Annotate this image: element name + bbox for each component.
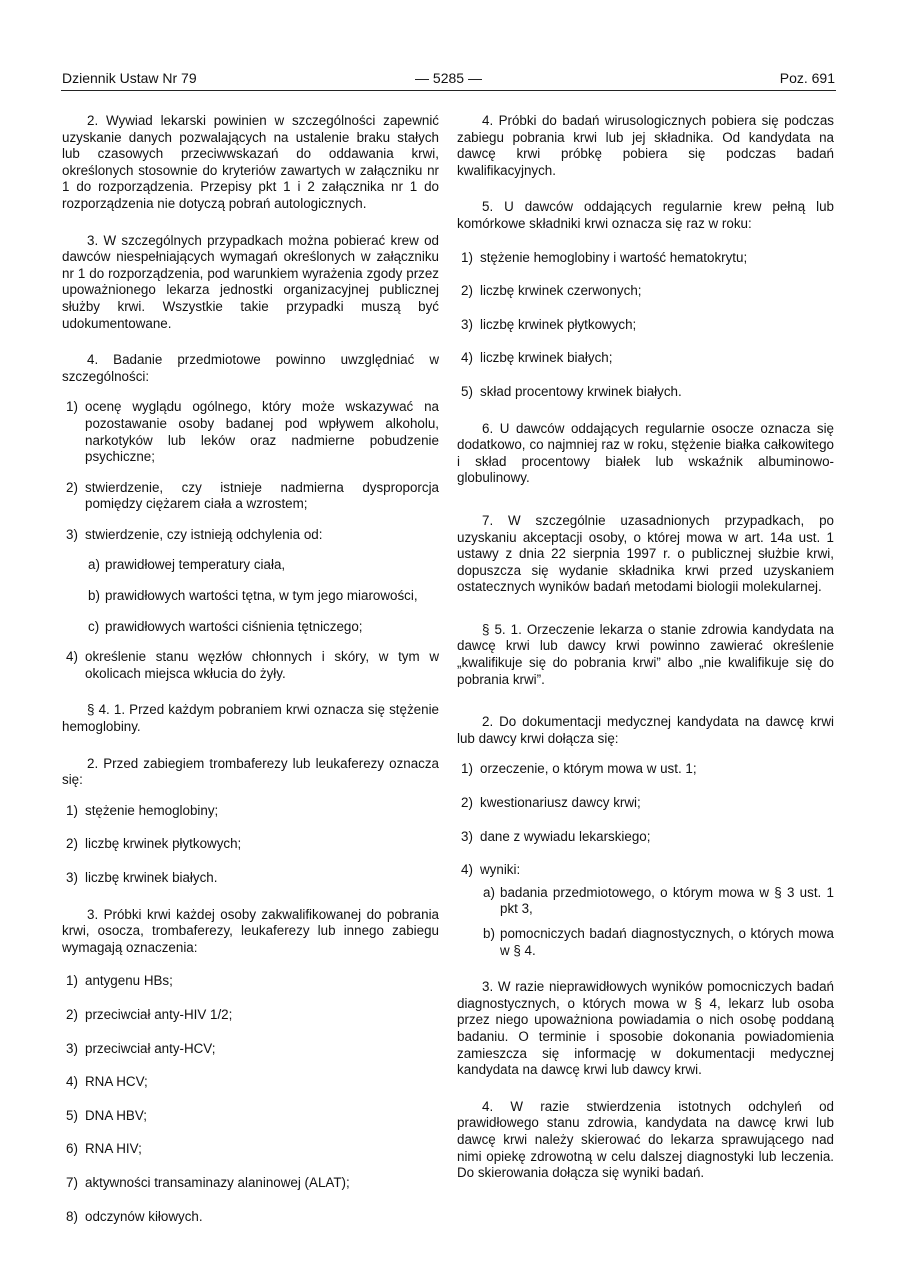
list-item: 4) wyniki:: [461, 862, 521, 878]
list-item: 4) liczbę krwinek białych;: [461, 350, 613, 366]
list-item: 3) przeciwciał anty-HCV;: [66, 1040, 216, 1056]
paragraph-5-4: 4. W razie stwierdzenia istotnych odchyleń od prawidłowego stanu zdrowia, kandydata na dawcę krwi lub dawcę krwi należy skierować do lekarza sprawującego nad nimi opiekę zdrowotną w celu dalszej diagnostyki lub leczenia. Do skierowania dołącza się wyniki badań.: [457, 1098, 834, 1181]
journal-title: Dziennik Ustaw Nr 79: [62, 70, 197, 86]
paragraph-4-7: 7. W szczególnie uzasadnionych przypadkach, po uzyskaniu akceptacji osoby, o której mowa w art. 14a ust. 1 ustawy z dnia 22 sierpnia 1997 r. o publicznej służbie krwi, dopuszcza się wydanie składnika krwi przed uzyskaniem ostatecznych wyników badań metodami biologii molekularnej.: [457, 512, 834, 595]
page-header: [62, 70, 835, 90]
list-item: 4) RNA HCV;: [66, 1074, 148, 1090]
paragraph-4-1: § 4. 1. Przed każdym pobraniem krwi oznacza się stężenie hemoglobiny.: [62, 702, 439, 735]
right-column: [457, 113, 834, 1182]
position-number: Poz. 691: [779, 70, 835, 86]
paragraph-5-1: § 5. 1. Orzeczenie lekarza o stanie zdrowia kandydata na dawcę krwi lub dawcy krwi powinno zawierać określenie „kwalifikuje się do pobrania krwi” albo „nie kwalifikuje się do pobrania krwi”.: [457, 621, 834, 687]
paragraph-4-4: 4. Próbki do badań wirusologicznych pobiera się podczas zabiegu pobrania krwi lub jej składnika. Od kandydata na dawcę krwi próbkę pobiera się podczas badań kwalifikacyjnych.: [457, 113, 834, 178]
list-item: 2) przeciwciał anty-HIV 1/2;: [66, 1006, 233, 1022]
paragraph-4-2: 2. Przed zabiegiem trombaferezy lub leukaferezy oznacza się:: [62, 755, 439, 788]
list-item: 4) określenie stanu węzłów chłonnych i skóry, w tym w okolicach miejsca wkłucia do żyły.: [66, 649, 439, 681]
list-item: 1) orzeczenie, o którym mowa w ust. 1;: [461, 761, 697, 777]
paragraph-4-6: 6. U dawców oddających regularnie osocze oznacza się dodatkowo, co najmniej raz w roku, stężenie białka całkowitego i skład procentowy białek lub wskaźnik albuminowo-globulinowy.: [457, 420, 834, 486]
paragraph-3-4: 4. Badanie przedmiotowe powinno uwzględniać w szczególności:: [62, 352, 439, 384]
sub-list-item: a) prawidłowej temperatury ciała,: [88, 557, 286, 573]
paragraph-3-3: 3. W szczególnych przypadkach można pobierać krew od dawców niespełniających wymagań określonych w załączniku nr 1 do rozporządzenia, pod warunkiem wyrażenia zgody przez upoważnionego lekarza jednostki organizacyjnej publicznej służby krwi. Wszystkie takie przypadki muszą być udokumentowane.: [62, 232, 439, 331]
sub-list-item: a) badania przedmiotowego, o którym mowa w § 3 ust. 1 pkt 3,: [483, 884, 834, 917]
list-item: 1) stężenie hemoglobiny;: [66, 802, 219, 818]
left-column: [62, 113, 439, 1225]
list-item: 5) DNA HBV;: [66, 1107, 148, 1123]
page-number: — 5285 —: [415, 70, 482, 86]
list-item: 3) liczbę krwinek białych.: [66, 870, 218, 885]
list-item: 1) ocenę wyglądu ogólnego, który może wskazywać na pozostawanie osoby badanej pod wpływem alkoholu, narkotyków lub leków oraz nadmierne pobudzenie psychiczne;: [66, 399, 439, 465]
list-item: 2) liczbę krwinek czerwonych;: [461, 283, 642, 299]
header-rule: [61, 90, 836, 91]
paragraph-5-3: 3. W razie nieprawidłowych wyników pomocniczych badań diagnostycznych, o których mowa w § 4, lekarz lub osoba przez niego upoważniona powiadamia o nich osobę poddaną badaniu. O terminie i sposobie dokonania powiadomienia zamieszcza się informację w dokumentacji medycznej kandydata na dawcę krwi lub dawcy krwi.: [457, 979, 834, 1078]
list-item: 2) liczbę krwinek płytkowych;: [66, 836, 242, 852]
list-item: 3) liczbę krwinek płytkowych;: [461, 316, 637, 332]
paragraph-3-2: 2. Wywiad lekarski powinien w szczególności zapewnić uzyskanie danych pozwalających na ustalenie braku stałych lub czasowych przeciwwskazań do oddawania krwi, określonych stosownie do kryteriów zawartych w załączniku nr 1 do rozporządzenia. Przepisy pkt 1 i 2 załącznika nr 1 do rozporządzenia nie dotyczą pobrań autologicznych.: [62, 113, 439, 211]
list-item: 5) skład procentowy krwinek białych.: [461, 383, 682, 399]
list-item: 2) stwierdzenie, czy istnieje nadmierna dysproporcja pomiędzy ciężarem ciała a wzrostem;: [66, 479, 439, 512]
list-item: 2) kwestionariusz dawcy krwi;: [461, 795, 641, 811]
paragraph-4-5: 5. U dawców oddających regularnie krew pełną lub komórkowe składniki krwi oznacza się raz w roku:: [457, 199, 834, 231]
sub-list-item: b) prawidłowych wartości tętna, w tym jego miarowości,: [88, 588, 418, 604]
list-item: 8) odczynów kiłowych.: [66, 1208, 203, 1224]
list-item: 3) dane z wywiadu lekarskiego;: [461, 828, 651, 844]
list-item: 6) RNA HIV;: [66, 1141, 142, 1157]
paragraph-5-2: 2. Do dokumentacji medycznej kandydata na dawcę krwi lub dawcy krwi dołącza się:: [457, 714, 834, 746]
list-item: 7) aktywności transaminazy alaninowej (ALAT);: [66, 1174, 350, 1190]
paragraph-4-3: 3. Próbki krwi każdej osoby zakwalifikowanej do pobrania krwi, osocza, trombaferezy, leukaferezy lub innego zabiegu wymagają oznaczenia:: [62, 906, 439, 955]
sub-list-item: b) pomocniczych badań diagnostycznych, o których mowa w § 4.: [483, 926, 834, 958]
list-item: 1) antygenu HBs;: [66, 973, 173, 989]
sub-list-item: c) prawidłowych wartości ciśnienia tętniczego;: [88, 618, 363, 634]
list-item: 3) stwierdzenie, czy istnieją odchylenia od:: [66, 526, 323, 542]
list-item: 1) stężenie hemoglobiny i wartość hematokrytu;: [461, 249, 748, 265]
